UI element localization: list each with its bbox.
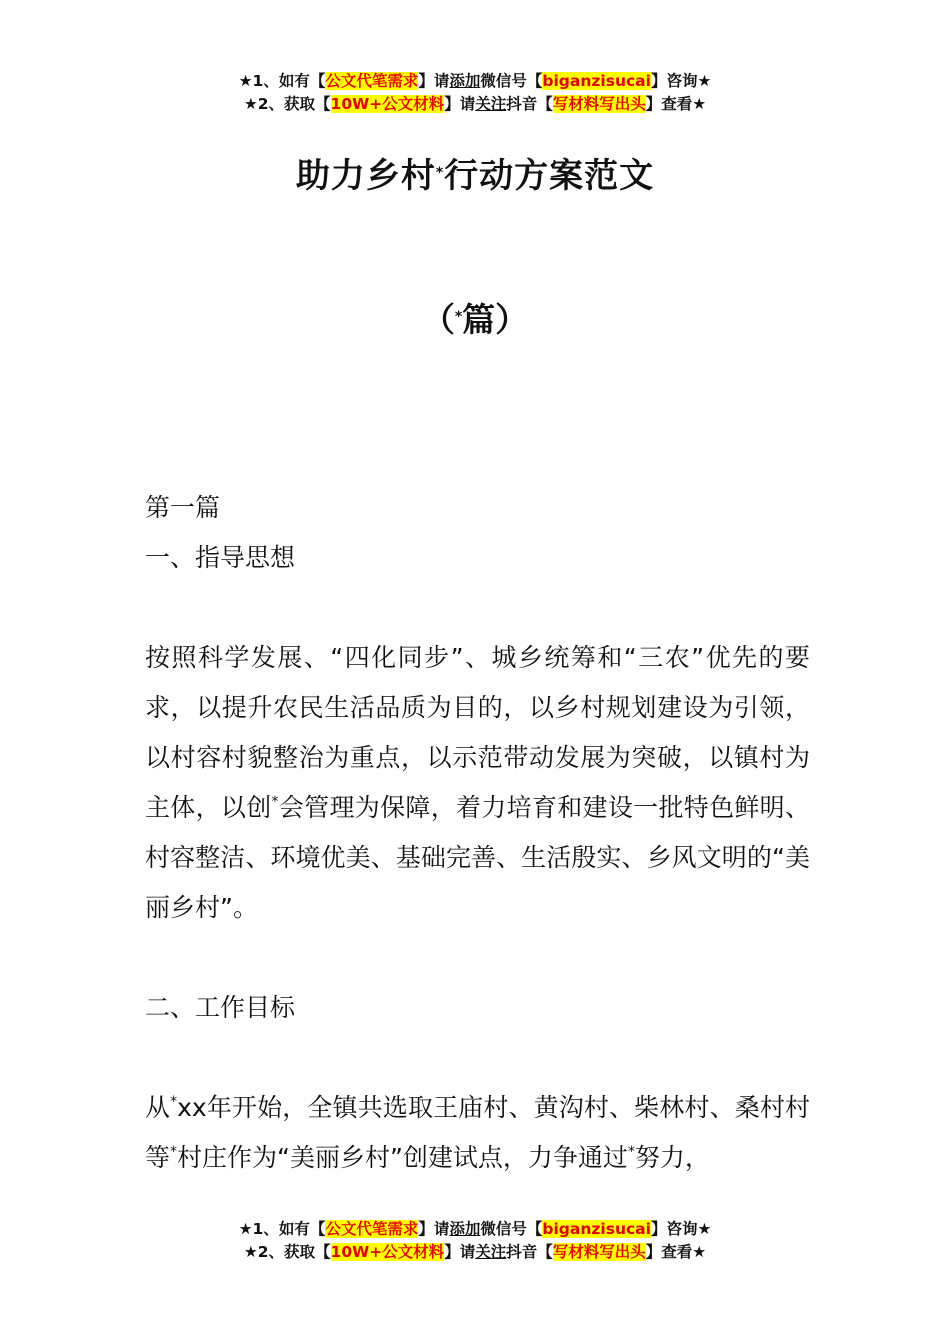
promo-text: 微信号【 [480, 1220, 543, 1238]
spacer [145, 1033, 810, 1083]
promo-text: 】请 [418, 72, 450, 90]
promo-emphasis: 添加 [449, 1220, 481, 1238]
promo-text: 】咨询★ [650, 1220, 712, 1238]
promo-emphasis: 关注 [475, 1243, 507, 1261]
promo-douyin-id: 写材料写出头 [552, 1243, 646, 1261]
asterisk-mark: * [454, 309, 463, 325]
promo-text: 】查看★ [645, 95, 707, 113]
promo-line-1 [0, 1218, 950, 1241]
promo-text: 微信号【 [480, 72, 543, 90]
promo-text: 抖音【 [506, 95, 553, 113]
promo-text: ★1、如有【 [238, 1220, 326, 1238]
promo-text: 】请 [418, 1220, 450, 1238]
promo-text: ★2、获取【 [243, 95, 331, 113]
promo-line-1 [0, 70, 950, 93]
bottom-promo-banner [0, 1218, 950, 1264]
top-promo-banner [0, 70, 950, 116]
asterisk-mark: * [170, 1094, 178, 1110]
spacer [145, 933, 810, 983]
heading-guiding-ideology: 一、指导思想 [145, 543, 296, 572]
promo-text: 】请 [444, 1243, 476, 1261]
promo-highlight: 公文代笔需求 [325, 1220, 419, 1238]
asterisk-mark: * [271, 794, 279, 810]
document-subtitle: （*篇） [421, 300, 529, 339]
spacer [145, 583, 810, 633]
section-label: 第一篇 [145, 493, 221, 522]
document-title: 助力乡村*行动方案范文 [295, 156, 655, 196]
promo-wechat-id: biganzisucai [542, 1220, 651, 1238]
promo-highlight: 公文代笔需求 [325, 72, 419, 90]
promo-text: ★1、如有【 [238, 72, 326, 90]
asterisk-mark: * [627, 1144, 635, 1160]
paragraph-guiding-ideology: 按照科学发展、“四化同步”、城乡统筹和“三农”优先的要求，以提升农民生活品质为目的，以乡村规划建设为引领，以村容村貌整治为重点，以示范带动发展为突破，以镇村为主体，以创*会管理为保障，着力培育和建设一批特色鲜明、村容整洁、环境优美、基础完善、生活殷实、乡风文明的“美丽乡村”。 [145, 643, 810, 922]
promo-emphasis: 关注 [475, 95, 507, 113]
asterisk-mark: * [170, 1144, 178, 1160]
promo-highlight: 10W+公文材料 [330, 1243, 445, 1261]
promo-text: 】查看★ [645, 1243, 707, 1261]
paragraph-work-goals: 从*xx年开始，全镇共选取王庙村、黄沟村、柴林村、桑村村等*村庄作为“美丽乡村”创建试点，力争通过*努力， [145, 1093, 810, 1172]
promo-line-2 [0, 93, 950, 116]
promo-text: 抖音【 [506, 1243, 553, 1261]
promo-emphasis: 添加 [449, 72, 481, 90]
promo-text: 】咨询★ [650, 72, 712, 90]
promo-highlight: 10W+公文材料 [330, 95, 445, 113]
document-body [145, 483, 810, 1183]
heading-work-goals: 二、工作目标 [145, 993, 296, 1022]
promo-wechat-id: biganzisucai [542, 72, 651, 90]
promo-line-2 [0, 1241, 950, 1264]
promo-douyin-id: 写材料写出头 [552, 95, 646, 113]
promo-text: ★2、获取【 [243, 1243, 331, 1261]
asterisk-mark: * [435, 165, 445, 181]
promo-text: 】请 [444, 95, 476, 113]
